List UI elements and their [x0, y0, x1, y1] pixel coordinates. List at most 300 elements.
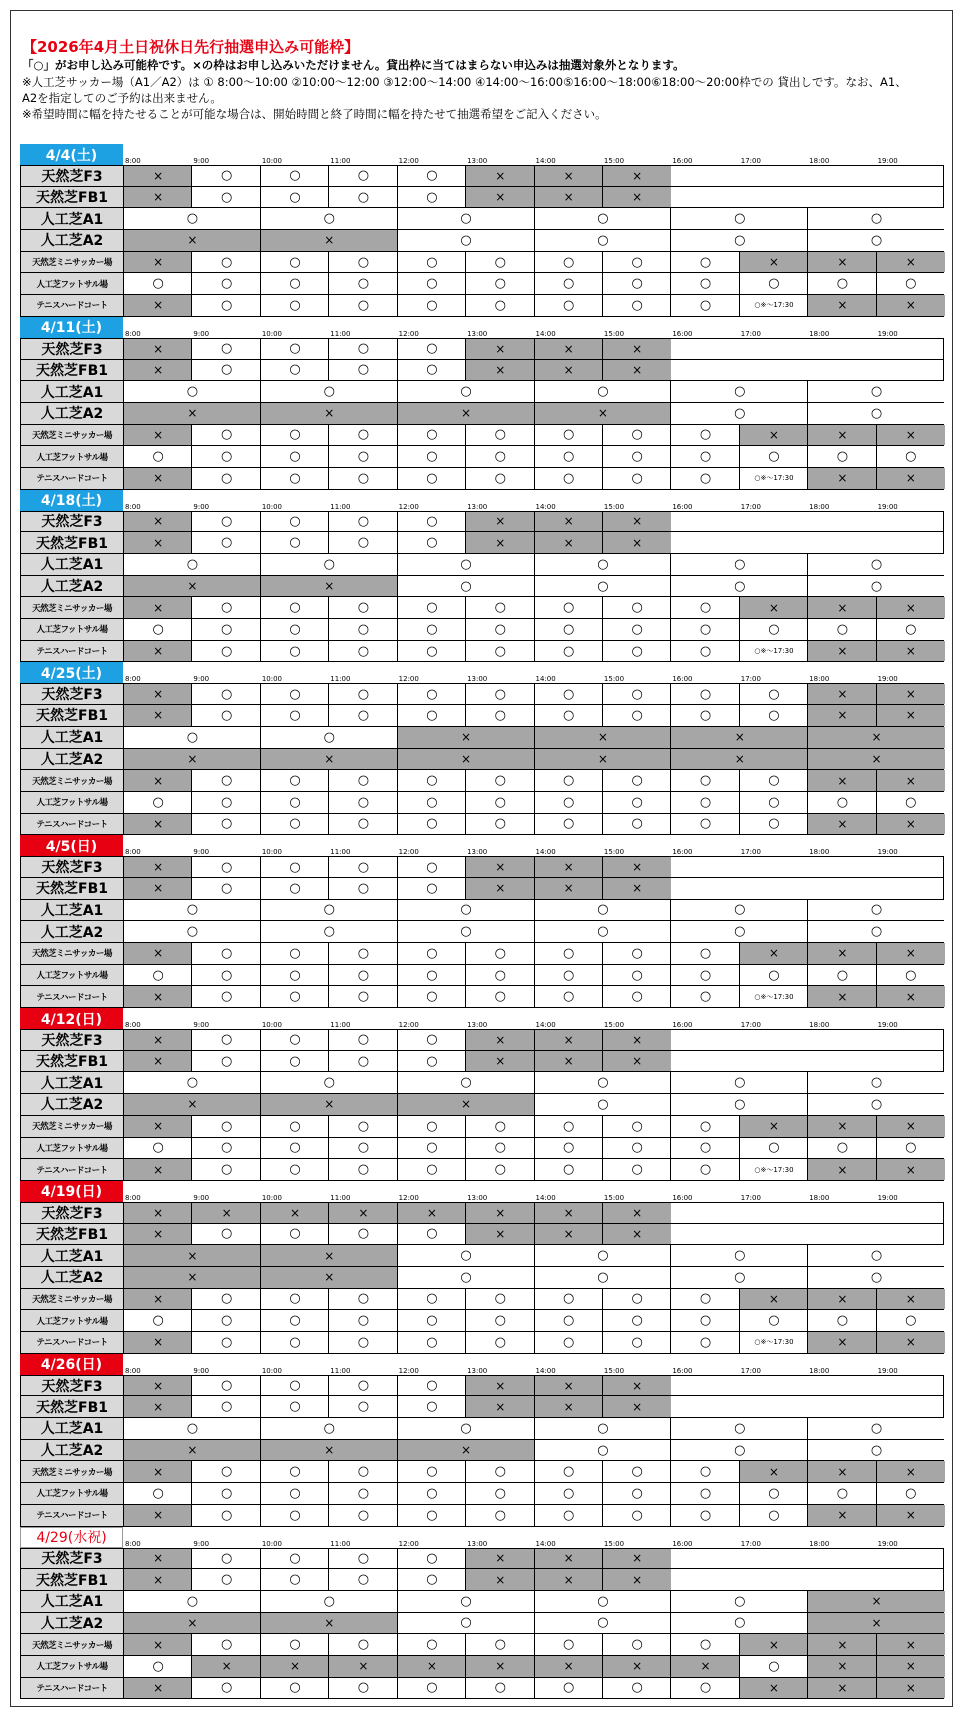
slot-available[interactable]: ○ — [397, 360, 466, 381]
slot-available[interactable]: ○ — [328, 1310, 397, 1331]
slot-available[interactable]: ○ — [465, 705, 534, 726]
slot-available[interactable]: ○ — [260, 1224, 329, 1245]
slot-available[interactable]: ○ — [328, 446, 397, 467]
slot-available[interactable]: ○ — [602, 641, 671, 662]
slot-available[interactable]: ○ — [123, 1138, 192, 1159]
slot-available[interactable]: ○ — [328, 1051, 397, 1072]
slot-available[interactable]: ○ — [534, 705, 603, 726]
slot-available[interactable]: ○ — [534, 684, 603, 704]
slot-available[interactable]: ○ — [328, 1159, 397, 1180]
slot-available[interactable]: ○ — [602, 425, 671, 446]
slot-available[interactable]: ○ — [328, 1461, 397, 1482]
slot-available[interactable]: ○ — [670, 1289, 739, 1310]
slot-available[interactable]: ○ — [397, 1267, 535, 1288]
slot-available[interactable]: ○ — [123, 965, 192, 986]
slot-available[interactable]: ○ — [534, 965, 603, 986]
slot-available[interactable]: ○ — [328, 792, 397, 813]
slot-available[interactable]: ○ — [123, 208, 261, 229]
slot-available[interactable]: ○ — [807, 792, 876, 813]
slot-available[interactable]: ○ — [397, 1224, 466, 1245]
slot-available[interactable]: ○ — [328, 273, 397, 294]
slot-available[interactable]: ○ — [328, 360, 397, 381]
slot-available[interactable]: ○ — [739, 684, 808, 704]
slot-available[interactable]: ○ — [397, 619, 466, 640]
slot-available[interactable]: ○ — [260, 641, 329, 662]
slot-available[interactable]: ○ — [670, 1440, 808, 1461]
slot-available[interactable]: ○ — [260, 1569, 329, 1590]
slot-available[interactable]: ○ — [397, 446, 466, 467]
slot-available[interactable]: ○ — [328, 1549, 397, 1569]
slot-available[interactable]: ○ — [191, 1138, 260, 1159]
slot-available[interactable]: ○ — [465, 1461, 534, 1482]
slot-available[interactable]: ○ — [670, 641, 739, 662]
slot-available[interactable]: ○ — [876, 446, 945, 467]
slot-available[interactable]: ○ — [123, 446, 192, 467]
slot-available[interactable]: ○ — [397, 792, 466, 813]
slot-available[interactable]: ○ — [191, 512, 260, 532]
slot-available[interactable]: ○ — [191, 986, 260, 1007]
slot-available[interactable]: ○ — [534, 921, 672, 942]
slot-available[interactable]: ○ — [397, 770, 466, 791]
slot-available[interactable]: ○ — [328, 187, 397, 208]
slot-available[interactable]: ○ — [191, 1396, 260, 1417]
slot-available[interactable]: ○ — [260, 1072, 398, 1093]
slot-available[interactable]: ○ — [534, 597, 603, 618]
slot-available[interactable]: ○ — [807, 1267, 945, 1288]
slot-available[interactable]: ○ — [534, 1418, 672, 1439]
slot-available[interactable]: ○ — [397, 1678, 466, 1699]
slot-available[interactable]: ○ — [123, 619, 192, 640]
slot-available[interactable]: ○ — [397, 986, 466, 1007]
slot-available[interactable]: ○ — [602, 1678, 671, 1699]
slot-available[interactable]: ○ — [260, 770, 329, 791]
slot-available[interactable]: ○ — [397, 295, 466, 316]
slot-available[interactable]: ○ — [260, 986, 329, 1007]
slot-available[interactable]: ○ — [397, 230, 535, 251]
slot-available[interactable]: ○ — [670, 403, 808, 424]
slot-available[interactable]: ○ — [534, 1094, 672, 1115]
slot-available[interactable]: ○ — [807, 900, 945, 921]
slot-available[interactable]: ○ — [807, 1094, 945, 1115]
slot-available[interactable]: ○ — [191, 1549, 260, 1569]
slot-available[interactable]: ○ — [670, 597, 739, 618]
slot-available-note[interactable]: ○※～17:30 — [739, 1159, 808, 1180]
slot-available[interactable]: ○ — [397, 1332, 466, 1353]
slot-available[interactable]: ○ — [602, 792, 671, 813]
slot-available[interactable]: ○ — [260, 1591, 398, 1612]
slot-available[interactable]: ○ — [397, 425, 466, 446]
slot-available[interactable]: ○ — [602, 1332, 671, 1353]
slot-available[interactable]: ○ — [260, 1310, 329, 1331]
slot-available[interactable]: ○ — [670, 1591, 808, 1612]
slot-available[interactable]: ○ — [328, 295, 397, 316]
slot-available[interactable]: ○ — [260, 597, 329, 618]
slot-available[interactable]: ○ — [807, 208, 945, 229]
slot-available[interactable]: ○ — [397, 943, 466, 964]
slot-available[interactable]: ○ — [397, 1505, 466, 1526]
slot-available[interactable]: ○ — [534, 792, 603, 813]
slot-available[interactable]: ○ — [670, 554, 808, 575]
slot-available[interactable]: ○ — [397, 921, 535, 942]
slot-available[interactable]: ○ — [328, 705, 397, 726]
slot-available[interactable]: ○ — [191, 1030, 260, 1050]
slot-available[interactable]: ○ — [739, 705, 808, 726]
slot-available[interactable]: ○ — [397, 252, 466, 273]
slot-available[interactable]: ○ — [260, 273, 329, 294]
slot-available[interactable]: ○ — [260, 1549, 329, 1569]
slot-available[interactable]: ○ — [670, 1138, 739, 1159]
slot-available[interactable]: ○ — [670, 425, 739, 446]
slot-available[interactable]: ○ — [807, 1483, 876, 1504]
slot-available[interactable]: ○ — [602, 1116, 671, 1137]
slot-available[interactable]: ○ — [602, 943, 671, 964]
slot-available[interactable]: ○ — [397, 166, 466, 186]
slot-available[interactable]: ○ — [260, 187, 329, 208]
slot-available[interactable]: ○ — [260, 921, 398, 942]
slot-available[interactable]: ○ — [602, 705, 671, 726]
slot-available[interactable]: ○ — [397, 381, 535, 402]
slot-available[interactable]: ○ — [191, 857, 260, 877]
slot-available[interactable]: ○ — [876, 1138, 945, 1159]
slot-available[interactable]: ○ — [670, 1072, 808, 1093]
slot-available[interactable]: ○ — [534, 446, 603, 467]
slot-available[interactable]: ○ — [807, 576, 945, 597]
slot-available[interactable]: ○ — [191, 619, 260, 640]
slot-available[interactable]: ○ — [602, 446, 671, 467]
slot-available[interactable]: ○ — [534, 273, 603, 294]
slot-available[interactable]: ○ — [670, 965, 739, 986]
slot-available[interactable]: ○ — [397, 339, 466, 359]
slot-available[interactable]: ○ — [328, 1678, 397, 1699]
slot-available[interactable]: ○ — [739, 814, 808, 835]
slot-available[interactable]: ○ — [191, 1678, 260, 1699]
slot-available[interactable]: ○ — [807, 965, 876, 986]
slot-available[interactable]: ○ — [260, 900, 398, 921]
slot-available[interactable]: ○ — [807, 446, 876, 467]
slot-available[interactable]: ○ — [397, 576, 535, 597]
slot-available[interactable]: ○ — [534, 295, 603, 316]
slot-available[interactable]: ○ — [534, 252, 603, 273]
slot-available[interactable]: ○ — [123, 273, 192, 294]
slot-available[interactable]: ○ — [191, 1116, 260, 1137]
slot-available[interactable]: ○ — [260, 1159, 329, 1180]
slot-available[interactable]: ○ — [260, 1138, 329, 1159]
slot-available[interactable]: ○ — [465, 446, 534, 467]
slot-available[interactable]: ○ — [123, 1591, 261, 1612]
slot-available[interactable]: ○ — [670, 1267, 808, 1288]
slot-available[interactable]: ○ — [260, 1376, 329, 1396]
slot-available[interactable]: ○ — [670, 1094, 808, 1115]
slot-available[interactable]: ○ — [328, 468, 397, 489]
slot-available[interactable]: ○ — [465, 1310, 534, 1331]
slot-available[interactable]: ○ — [465, 1116, 534, 1137]
slot-available[interactable]: ○ — [260, 705, 329, 726]
slot-available[interactable]: ○ — [328, 943, 397, 964]
slot-available[interactable]: ○ — [602, 1289, 671, 1310]
slot-available[interactable]: ○ — [260, 166, 329, 186]
slot-available[interactable]: ○ — [739, 792, 808, 813]
slot-available[interactable]: ○ — [260, 512, 329, 532]
slot-available[interactable]: ○ — [465, 425, 534, 446]
slot-available[interactable]: ○ — [739, 1310, 808, 1331]
slot-available[interactable]: ○ — [465, 1332, 534, 1353]
slot-available[interactable]: ○ — [260, 684, 329, 704]
slot-available[interactable]: ○ — [397, 1116, 466, 1137]
slot-available[interactable]: ○ — [260, 1634, 329, 1655]
slot-available[interactable]: ○ — [191, 792, 260, 813]
slot-available[interactable]: ○ — [807, 230, 945, 251]
slot-available[interactable]: ○ — [670, 446, 739, 467]
slot-available[interactable]: ○ — [602, 252, 671, 273]
slot-available[interactable]: ○ — [534, 1483, 603, 1504]
slot-available[interactable]: ○ — [191, 597, 260, 618]
slot-available[interactable]: ○ — [397, 208, 535, 229]
slot-available[interactable]: ○ — [670, 684, 739, 704]
slot-available[interactable]: ○ — [260, 1332, 329, 1353]
slot-available[interactable]: ○ — [123, 792, 192, 813]
slot-available[interactable]: ○ — [191, 814, 260, 835]
slot-available[interactable]: ○ — [602, 986, 671, 1007]
slot-available[interactable]: ○ — [670, 208, 808, 229]
slot-available[interactable]: ○ — [260, 1116, 329, 1137]
slot-available[interactable]: ○ — [670, 273, 739, 294]
slot-available[interactable]: ○ — [602, 273, 671, 294]
slot-available[interactable]: ○ — [191, 1051, 260, 1072]
slot-available[interactable]: ○ — [191, 1634, 260, 1655]
slot-available[interactable]: ○ — [534, 1461, 603, 1482]
slot-available[interactable]: ○ — [397, 1159, 466, 1180]
slot-available[interactable]: ○ — [260, 252, 329, 273]
slot-available[interactable]: ○ — [670, 1483, 739, 1504]
slot-available[interactable]: ○ — [260, 360, 329, 381]
slot-available[interactable]: ○ — [328, 166, 397, 186]
slot-available[interactable]: ○ — [602, 1138, 671, 1159]
slot-available[interactable]: ○ — [397, 965, 466, 986]
slot-available[interactable]: ○ — [397, 1051, 466, 1072]
slot-available[interactable]: ○ — [602, 684, 671, 704]
slot-available[interactable]: ○ — [670, 1116, 739, 1137]
slot-available[interactable]: ○ — [260, 1396, 329, 1417]
slot-available[interactable]: ○ — [191, 1332, 260, 1353]
slot-available[interactable]: ○ — [670, 705, 739, 726]
slot-available[interactable]: ○ — [602, 295, 671, 316]
slot-available[interactable]: ○ — [534, 1138, 603, 1159]
slot-available[interactable]: ○ — [807, 1138, 876, 1159]
slot-available[interactable]: ○ — [191, 425, 260, 446]
slot-available[interactable]: ○ — [397, 187, 466, 208]
slot-available[interactable]: ○ — [123, 921, 261, 942]
slot-available[interactable]: ○ — [534, 986, 603, 1007]
slot-available[interactable]: ○ — [465, 814, 534, 835]
slot-available[interactable]: ○ — [876, 1310, 945, 1331]
slot-available[interactable]: ○ — [876, 965, 945, 986]
slot-available[interactable]: ○ — [534, 208, 672, 229]
slot-available[interactable]: ○ — [260, 1418, 398, 1439]
slot-available[interactable]: ○ — [739, 965, 808, 986]
slot-available[interactable]: ○ — [123, 1656, 192, 1677]
slot-available[interactable]: ○ — [670, 230, 808, 251]
slot-available[interactable]: ○ — [534, 1613, 672, 1634]
slot-available[interactable]: ○ — [739, 770, 808, 791]
slot-available[interactable]: ○ — [397, 554, 535, 575]
slot-available[interactable]: ○ — [670, 900, 808, 921]
slot-available[interactable]: ○ — [602, 1483, 671, 1504]
slot-available[interactable]: ○ — [397, 532, 466, 553]
slot-available[interactable]: ○ — [534, 619, 603, 640]
slot-available[interactable]: ○ — [602, 1310, 671, 1331]
slot-available[interactable]: ○ — [534, 1159, 603, 1180]
slot-available[interactable]: ○ — [191, 166, 260, 186]
slot-available[interactable]: ○ — [670, 1159, 739, 1180]
slot-available[interactable]: ○ — [328, 1138, 397, 1159]
slot-available[interactable]: ○ — [397, 1030, 466, 1050]
slot-available[interactable]: ○ — [260, 554, 398, 575]
slot-available[interactable]: ○ — [260, 425, 329, 446]
slot-available[interactable]: ○ — [191, 705, 260, 726]
slot-available[interactable]: ○ — [260, 468, 329, 489]
slot-available[interactable]: ○ — [191, 943, 260, 964]
slot-available[interactable]: ○ — [191, 770, 260, 791]
slot-available[interactable]: ○ — [191, 1376, 260, 1396]
slot-available[interactable]: ○ — [328, 512, 397, 532]
slot-available[interactable]: ○ — [465, 641, 534, 662]
slot-available[interactable]: ○ — [328, 1376, 397, 1396]
slot-available[interactable]: ○ — [465, 684, 534, 704]
slot-available[interactable]: ○ — [807, 403, 945, 424]
slot-available[interactable]: ○ — [191, 468, 260, 489]
slot-available[interactable]: ○ — [807, 921, 945, 942]
slot-available-note[interactable]: ○※～17:30 — [739, 641, 808, 662]
slot-available[interactable]: ○ — [191, 878, 260, 899]
slot-available[interactable]: ○ — [328, 770, 397, 791]
slot-available[interactable]: ○ — [260, 857, 329, 877]
slot-available[interactable]: ○ — [397, 1461, 466, 1482]
slot-available[interactable]: ○ — [602, 814, 671, 835]
slot-available[interactable]: ○ — [260, 1030, 329, 1050]
slot-available[interactable]: ○ — [534, 1289, 603, 1310]
slot-available[interactable]: ○ — [534, 1072, 672, 1093]
slot-available[interactable]: ○ — [465, 1483, 534, 1504]
slot-available[interactable]: ○ — [465, 295, 534, 316]
slot-available[interactable]: ○ — [534, 576, 672, 597]
slot-available[interactable]: ○ — [328, 1505, 397, 1526]
slot-available[interactable]: ○ — [191, 187, 260, 208]
slot-available[interactable]: ○ — [328, 986, 397, 1007]
slot-available[interactable]: ○ — [328, 1116, 397, 1137]
slot-available[interactable]: ○ — [602, 1634, 671, 1655]
slot-available[interactable]: ○ — [807, 1310, 876, 1331]
slot-available[interactable]: ○ — [397, 878, 466, 899]
slot-available[interactable]: ○ — [328, 641, 397, 662]
slot-available[interactable]: ○ — [807, 1440, 945, 1461]
slot-available[interactable]: ○ — [397, 814, 466, 835]
slot-available[interactable]: ○ — [739, 273, 808, 294]
slot-available[interactable]: ○ — [397, 1396, 466, 1417]
slot-available[interactable]: ○ — [397, 641, 466, 662]
slot-available[interactable]: ○ — [670, 619, 739, 640]
slot-available-note[interactable]: ○※～17:30 — [739, 986, 808, 1007]
slot-available[interactable]: ○ — [397, 1549, 466, 1569]
slot-available[interactable]: ○ — [397, 705, 466, 726]
slot-available[interactable]: ○ — [260, 727, 398, 748]
slot-available[interactable]: ○ — [876, 273, 945, 294]
slot-available[interactable]: ○ — [397, 1483, 466, 1504]
slot-available[interactable]: ○ — [191, 965, 260, 986]
slot-available[interactable]: ○ — [739, 1483, 808, 1504]
slot-available[interactable]: ○ — [328, 425, 397, 446]
slot-available[interactable]: ○ — [397, 900, 535, 921]
slot-available[interactable]: ○ — [328, 619, 397, 640]
slot-available[interactable]: ○ — [123, 727, 261, 748]
slot-available[interactable]: ○ — [534, 554, 672, 575]
slot-available[interactable]: ○ — [260, 1483, 329, 1504]
slot-available[interactable]: ○ — [670, 770, 739, 791]
slot-available[interactable]: ○ — [260, 619, 329, 640]
slot-available[interactable]: ○ — [397, 1634, 466, 1655]
slot-available[interactable]: ○ — [602, 619, 671, 640]
slot-available[interactable]: ○ — [191, 360, 260, 381]
slot-available[interactable]: ○ — [191, 684, 260, 704]
slot-available[interactable]: ○ — [397, 1418, 535, 1439]
slot-available[interactable]: ○ — [670, 814, 739, 835]
slot-available[interactable]: ○ — [397, 1376, 466, 1396]
slot-available[interactable]: ○ — [260, 965, 329, 986]
slot-available[interactable]: ○ — [670, 1461, 739, 1482]
slot-available[interactable]: ○ — [534, 814, 603, 835]
slot-available[interactable]: ○ — [670, 792, 739, 813]
slot-available[interactable]: ○ — [260, 1289, 329, 1310]
slot-available[interactable]: ○ — [534, 1440, 672, 1461]
slot-available[interactable]: ○ — [670, 1505, 739, 1526]
slot-available[interactable]: ○ — [534, 1591, 672, 1612]
slot-available[interactable]: ○ — [260, 814, 329, 835]
slot-available[interactable]: ○ — [191, 273, 260, 294]
slot-available[interactable]: ○ — [397, 1245, 535, 1266]
slot-available[interactable]: ○ — [534, 425, 603, 446]
slot-available[interactable]: ○ — [534, 1267, 672, 1288]
slot-available[interactable]: ○ — [328, 684, 397, 704]
slot-available[interactable]: ○ — [534, 641, 603, 662]
slot-available[interactable]: ○ — [191, 1159, 260, 1180]
slot-available[interactable]: ○ — [534, 1310, 603, 1331]
slot-available[interactable]: ○ — [602, 597, 671, 618]
slot-available[interactable]: ○ — [670, 295, 739, 316]
slot-available[interactable]: ○ — [670, 921, 808, 942]
slot-available[interactable]: ○ — [670, 576, 808, 597]
slot-available[interactable]: ○ — [602, 770, 671, 791]
slot-available[interactable]: ○ — [191, 1310, 260, 1331]
slot-available[interactable]: ○ — [534, 1116, 603, 1137]
slot-available-note[interactable]: ○※～17:30 — [739, 1332, 808, 1353]
slot-available[interactable]: ○ — [807, 273, 876, 294]
slot-available[interactable]: ○ — [534, 1505, 603, 1526]
slot-available[interactable]: ○ — [328, 339, 397, 359]
slot-available[interactable]: ○ — [534, 1634, 603, 1655]
slot-available[interactable]: ○ — [260, 792, 329, 813]
slot-available[interactable]: ○ — [191, 252, 260, 273]
slot-available[interactable]: ○ — [260, 532, 329, 553]
slot-available[interactable]: ○ — [465, 1138, 534, 1159]
slot-available[interactable]: ○ — [465, 792, 534, 813]
slot-available[interactable]: ○ — [397, 1569, 466, 1590]
slot-available[interactable]: ○ — [397, 1072, 535, 1093]
slot-available[interactable]: ○ — [739, 619, 808, 640]
slot-available[interactable]: ○ — [465, 986, 534, 1007]
slot-available[interactable]: ○ — [260, 943, 329, 964]
slot-available[interactable]: ○ — [328, 252, 397, 273]
slot-available[interactable]: ○ — [602, 1159, 671, 1180]
slot-available[interactable]: ○ — [191, 641, 260, 662]
